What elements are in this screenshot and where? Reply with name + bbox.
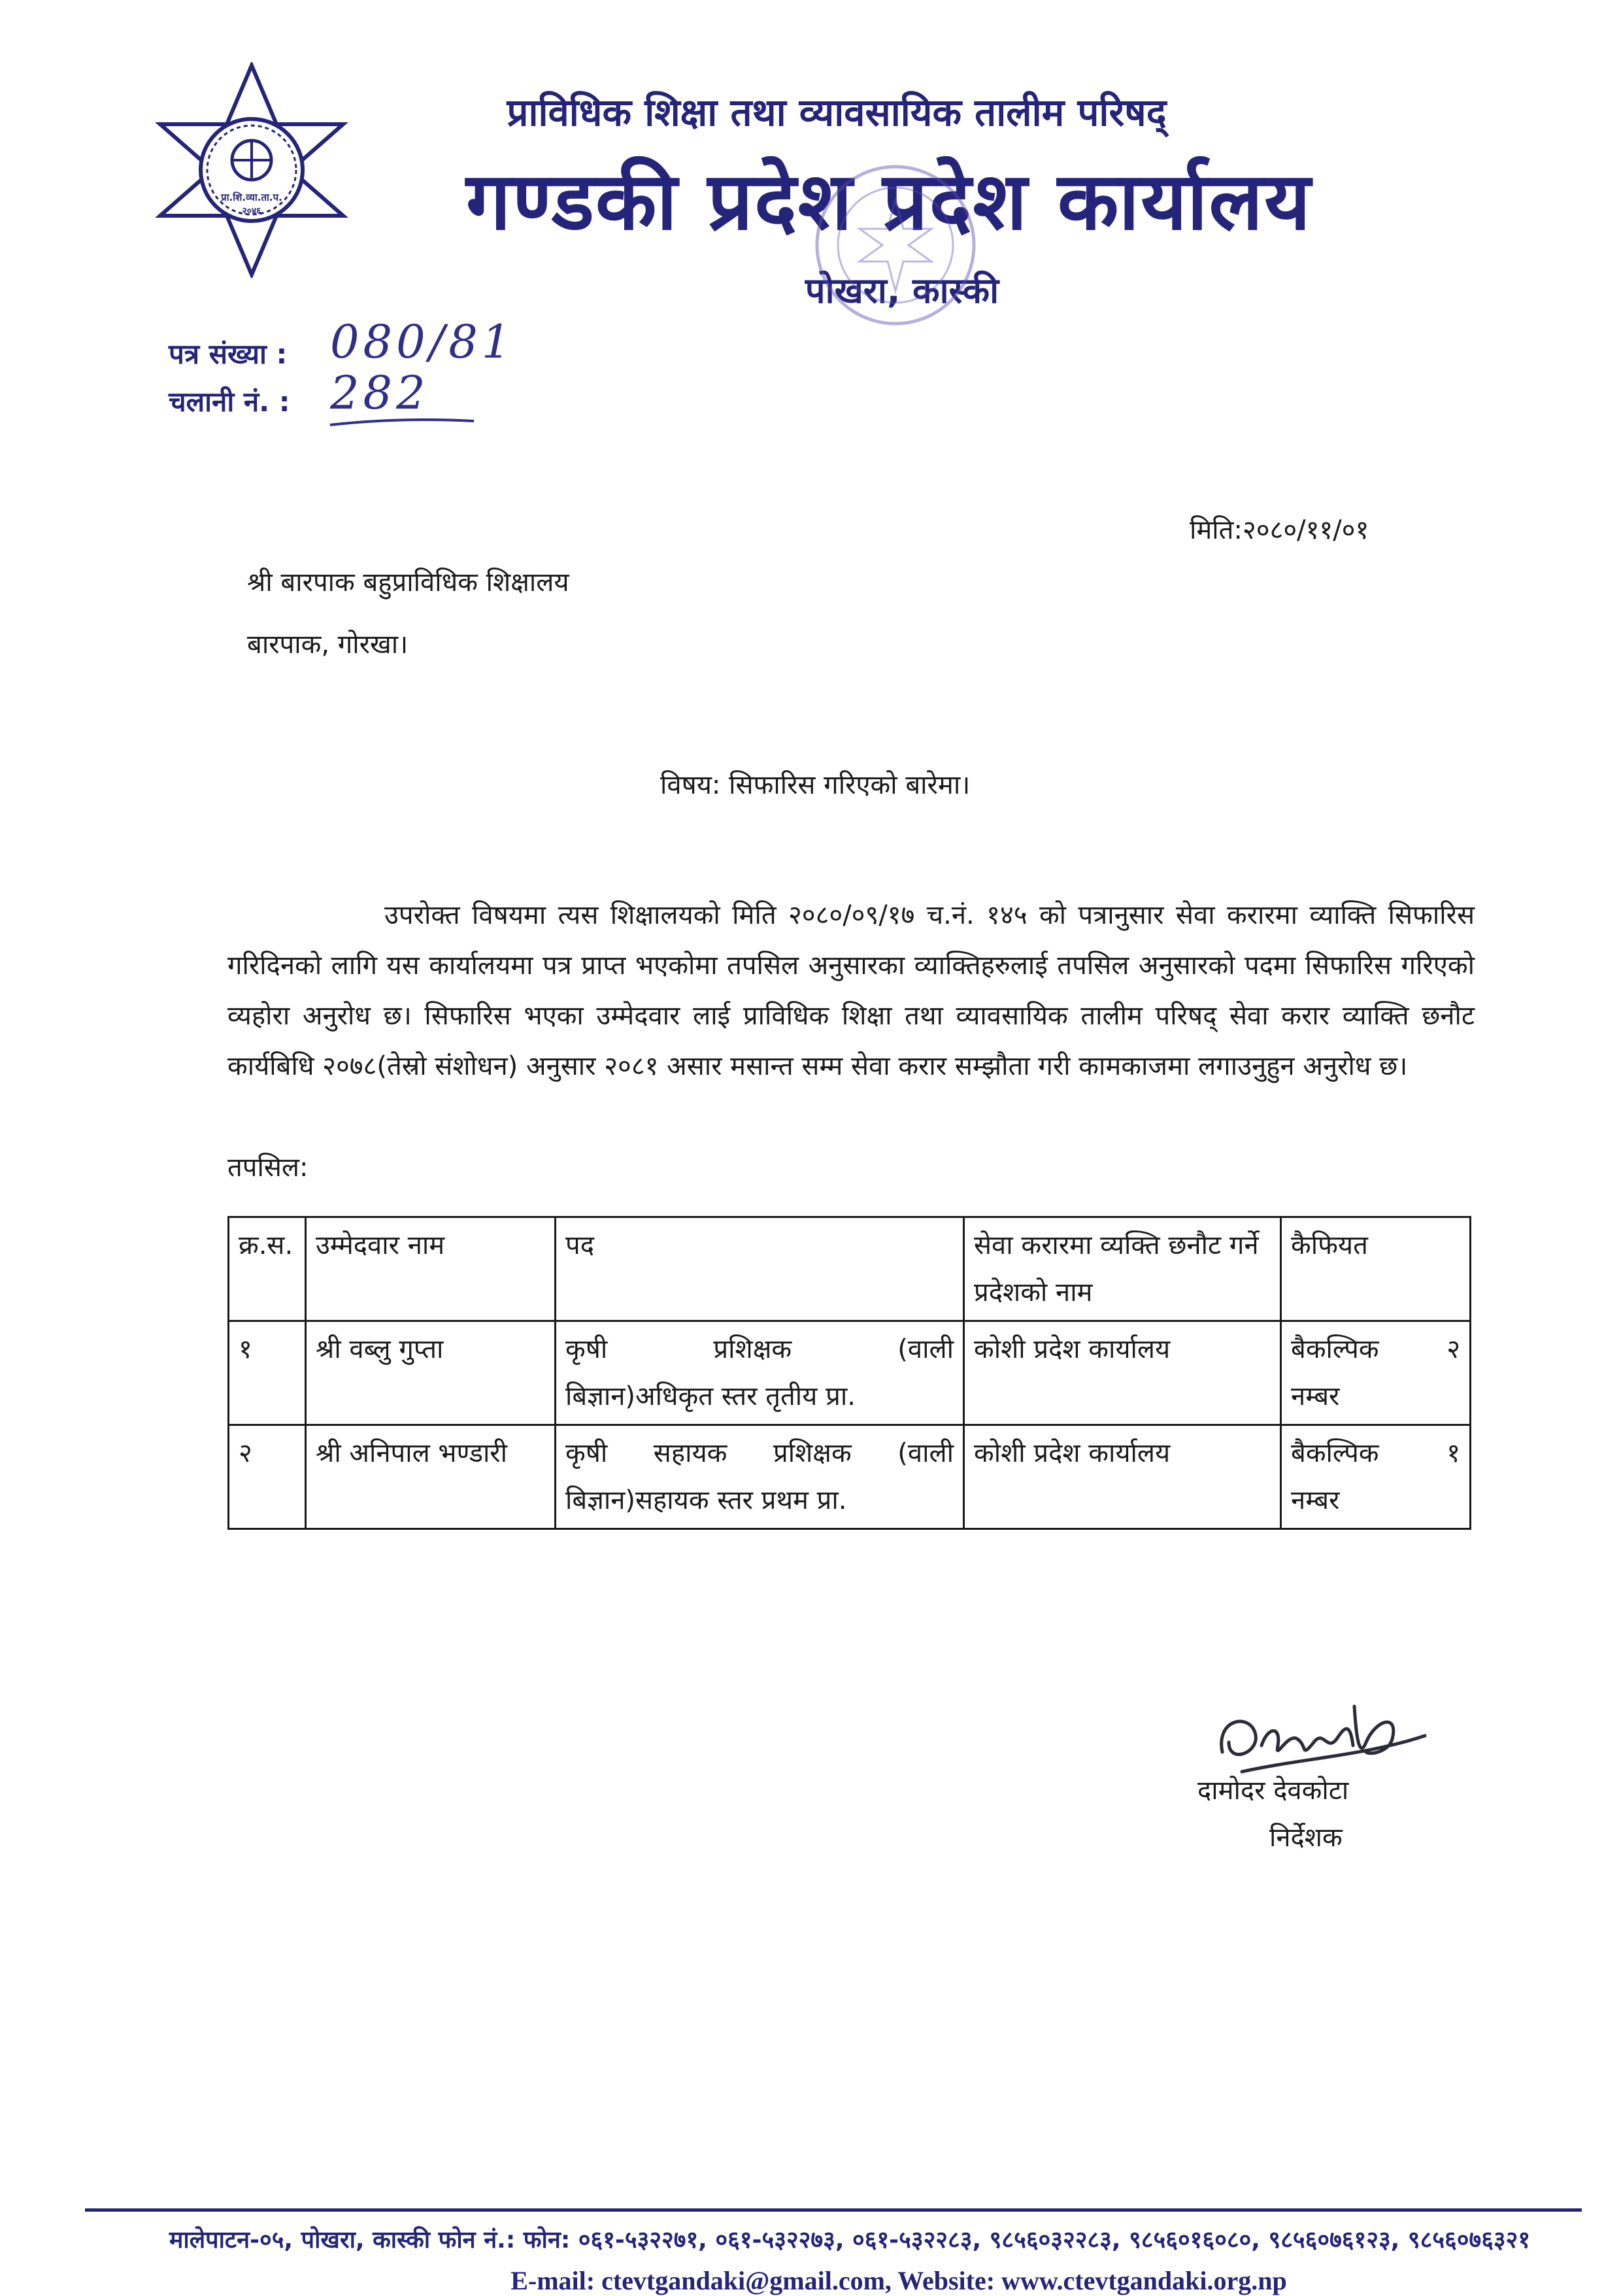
footer-contact: E-mail: ctevtgandaki@gmail.com, Website: www.ctevtgandaki.org.np — [510, 2266, 1287, 2295]
chalani-value: 282 — [330, 366, 429, 420]
footer-address: मालेपाटन-०५, पोखरा, कास्की फोन नं.: फोन: ०६१-५३२२७१, ०६१-५३२२७३, ०६१-५३२२८३, ९८५६०३२२८३, ९८५६०१६०८०, ९८५६०७६१२३, ९८५६०७६३२१ — [169, 2227, 1531, 2254]
row-post — [556, 1425, 964, 1529]
signatory-title: निर्देशक — [1269, 1823, 1343, 1853]
recipient-address: बारपाक, गोरखा। — [247, 630, 409, 660]
table-row — [229, 1425, 1471, 1529]
row-serial: २ — [229, 1425, 306, 1529]
chalani-underline-icon — [327, 412, 477, 431]
patra-sankhya-label: पत्र संख्या : — [169, 338, 288, 370]
logo-caption: प्रा.शि.व्या.ता.प. — [221, 192, 282, 203]
office-name: गण्डकी प्रदेश प्रदेश कार्यालय — [465, 155, 1312, 248]
row-province: कोशी प्रदेश कार्यालय — [964, 1321, 1281, 1425]
row-remarks-line1: बैकल्पिक २ — [1291, 1334, 1460, 1364]
row-serial: १ — [229, 1321, 306, 1425]
candidate-table — [227, 1216, 1471, 1530]
header-post: पद — [556, 1217, 964, 1321]
recipient-name: श्री बारपाक बहुप्राविधिक शिक्षालय — [247, 567, 569, 598]
table-row — [229, 1321, 1471, 1425]
office-seal-stamp — [771, 137, 1020, 353]
row-post — [556, 1321, 964, 1425]
letter-subject: विषय: सिफारिस गरिएको बारेमा। — [660, 770, 971, 800]
row-remarks-line1: बैकल्पिक १ — [1291, 1438, 1460, 1468]
row-candidate-name: श्री वब्लु गुप्ता — [306, 1321, 556, 1425]
chalani-label: चलानी नं. : — [169, 386, 290, 418]
row-remarks — [1281, 1425, 1471, 1529]
ctevt-logo — [154, 62, 350, 278]
letter-body: उपरोक्त विषयमा त्यस शिक्षालयको मिति २०८०/०९/१७ च.नं. १४५ को पत्रानुसार सेवा करारमा व्याक्ति सिफारिस गरिदिनको लागि यस कार्यालयमा पत्र प्राप्त भएकोमा तपसिल अनुसारका व्याक्तिहरुलाई तपसिल अनुसारको पदमा सिफारिस गरिएको व्यहोरा अनुरोध छ। सिफारिस भएका उम्मेदवार लाई प्राविधिक शिक्षा तथा व्यावसायिक तालीम परिषद् सेवा करार व्याक्ति छनौट कार्यबिधि २०७८(तेस्रो संशोधन) अनुसार २०८१ असार मसान्त सम्म सेवा करार सम्झौता गरी कामकाजमा लगाउनुहुन अनुरोध छ। — [227, 900, 1475, 1081]
table-header-row — [229, 1217, 1471, 1321]
footer-divider — [85, 2208, 1582, 2212]
signatory-name: दामोदर देवकोटा — [1197, 1776, 1349, 1806]
patra-sankhya-value: 080/81 — [330, 315, 515, 369]
tapasil-label: तपसिल: — [227, 1153, 309, 1183]
row-remarks-line2: नम्बर — [1291, 1485, 1340, 1515]
header-serial: क्र.स. — [229, 1217, 306, 1321]
row-post-line1: कृषी प्रशिक्षक (वाली — [565, 1334, 954, 1364]
header-candidate-name: उम्मेदवार नाम — [306, 1217, 556, 1321]
row-post-line2: बिज्ञान)अधिकृत स्तर तृतीय प्रा. — [565, 1381, 856, 1411]
letter-date: मिति:२०८०/११/०१ — [1190, 515, 1369, 545]
header-province: सेवा करारमा व्यक्ति छनौट गर्ने प्रदेशको नाम — [964, 1217, 1281, 1321]
row-candidate-name: श्री अनिपाल भण्डारी — [306, 1425, 556, 1529]
organization-name: प्राविधिक शिक्षा तथा व्यावसायिक तालीम परिषद् — [507, 90, 1167, 135]
row-province: कोशी प्रदेश कार्यालय — [964, 1425, 1281, 1529]
row-post-line1: कृषी सहायक प्रशिक्षक (वाली — [565, 1438, 954, 1468]
header-remarks: कैफियत — [1281, 1217, 1471, 1321]
logo-year: २०४६ — [242, 206, 261, 216]
row-remarks-line2: नम्बर — [1291, 1381, 1340, 1411]
office-location: पोखरा, कास्की — [805, 270, 999, 311]
row-post-line2: बिज्ञान)सहायक स्तर प्रथम प्रा. — [565, 1485, 847, 1515]
row-remarks — [1281, 1321, 1471, 1425]
